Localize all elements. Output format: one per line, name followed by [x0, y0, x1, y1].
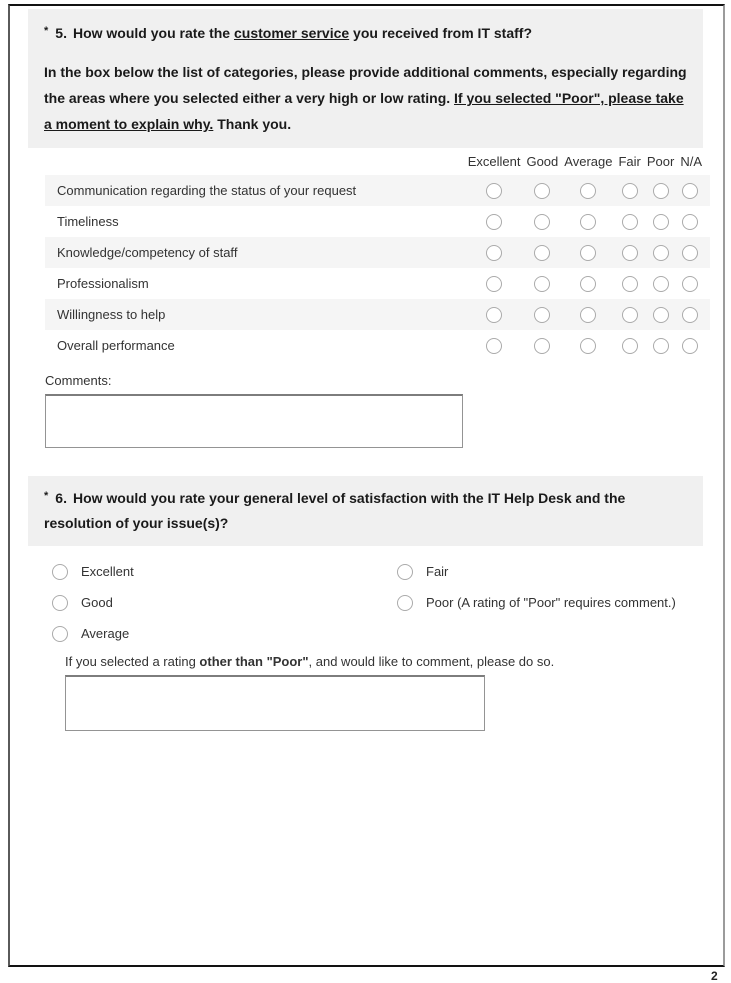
question6-number: 6. [55, 490, 67, 506]
radio-timeliness-fair[interactable] [622, 214, 638, 230]
row-label: Willingness to help [57, 307, 166, 322]
radio-professionalism-good[interactable] [534, 276, 550, 292]
question5-note-underlined: If you selected "Poor", please take a moment to explain why. [44, 90, 684, 132]
radio-timeliness-poor[interactable] [653, 214, 669, 230]
radio-communication-regarding-the-status-of-your-request-poor[interactable] [653, 183, 669, 199]
radio-timeliness-good[interactable] [534, 214, 550, 230]
column-header-fair: Fair [618, 154, 641, 169]
option-label: Excellent [81, 564, 134, 579]
q6-prompt-part1: If you selected a rating [65, 654, 200, 669]
radio-timeliness-excellent[interactable] [486, 214, 502, 230]
radio-willingness-to-help-excellent[interactable] [486, 307, 502, 323]
question5-title-underlined: customer service [233, 25, 350, 41]
radio-cell [561, 299, 615, 330]
option-label: Fair [426, 564, 449, 579]
radio-cell [523, 299, 561, 330]
radio-willingness-to-help-average[interactable] [580, 307, 596, 323]
radio-cell [523, 330, 561, 361]
question5-note-part2: Thank you. [213, 116, 292, 132]
radio-knowledge-competency-of-staff-excellent[interactable] [486, 245, 502, 261]
matrix-row-professionalism [45, 268, 710, 299]
radio-willingness-to-help-fair[interactable] [622, 307, 638, 323]
radio-overall-performance-excellent[interactable] [486, 338, 502, 354]
question5-title-prefix: How would you rate the [72, 25, 234, 41]
q6-options-right [397, 556, 723, 649]
radio-knowledge-competency-of-staff-average[interactable] [580, 245, 596, 261]
matrix-row-communication-regarding-the-status-of-your-request [45, 175, 710, 206]
option-good[interactable] [52, 587, 397, 618]
radio-cell [644, 175, 677, 206]
question5-header [28, 9, 703, 148]
row-label: Knowledge/competency of staff [57, 245, 238, 260]
radio-willingness-to-help-good[interactable] [534, 307, 550, 323]
matrix-row-knowledge-competency-of-staff [45, 237, 710, 268]
radio-cell [561, 175, 615, 206]
radio-cell [523, 237, 561, 268]
radio-cell [644, 330, 677, 361]
column-header-good: Good [526, 154, 559, 169]
matrix-header-spacer [45, 152, 465, 175]
q6-options [52, 556, 723, 649]
column-header-poor: Poor [646, 154, 675, 169]
radio-cell [561, 268, 615, 299]
radio-cell [465, 268, 524, 299]
matrix-row-willingness-to-help [45, 299, 710, 330]
radio-communication-regarding-the-status-of-your-request-good[interactable] [534, 183, 550, 199]
radio-cell [615, 175, 643, 206]
required-asterisk-icon: * [44, 490, 49, 502]
radio-cell [677, 175, 710, 206]
radio-cell [615, 237, 643, 268]
question6-title: How would you rate your general level of satisfaction with the IT Help Desk and the resolution of your issue(s)? [44, 490, 626, 531]
radio-communication-regarding-the-status-of-your-request-average[interactable] [580, 183, 596, 199]
radio-knowledge-competency-of-staff-n-a[interactable] [682, 245, 698, 261]
row-label: Overall performance [57, 338, 175, 353]
q6-comment-prompt [65, 654, 723, 669]
matrix-row-overall-performance [45, 330, 710, 361]
required-asterisk-icon: * [44, 25, 49, 37]
radio-willingness-to-help-n-a[interactable] [682, 307, 698, 323]
radio-communication-regarding-the-status-of-your-request-fair[interactable] [622, 183, 638, 199]
survey-page [8, 4, 725, 967]
radio-cell [465, 206, 524, 237]
column-header-average: Average [564, 154, 613, 169]
radio-communication-regarding-the-status-of-your-request-n-a[interactable] [682, 183, 698, 199]
radio-icon[interactable] [52, 595, 68, 611]
radio-professionalism-fair[interactable] [622, 276, 638, 292]
q6-prompt-bold: other than "Poor" [199, 654, 309, 669]
radio-cell [615, 268, 643, 299]
radio-cell [523, 268, 561, 299]
radio-cell [677, 299, 710, 330]
option-label: Poor (A rating of "Poor" requires comment.) [426, 595, 676, 610]
radio-willingness-to-help-poor[interactable] [653, 307, 669, 323]
row-label: Professionalism [57, 276, 149, 291]
question5-title [44, 18, 687, 46]
matrix-body [45, 175, 710, 361]
radio-timeliness-average[interactable] [580, 214, 596, 230]
radio-cell [561, 237, 615, 268]
row-label: Communication regarding the status of your request [57, 183, 357, 198]
option-poor-a[interactable] [397, 587, 723, 618]
option-average[interactable] [52, 618, 397, 649]
radio-cell [644, 299, 677, 330]
radio-cell [677, 206, 710, 237]
q6-options-left [52, 556, 397, 649]
radio-timeliness-n-a[interactable] [682, 214, 698, 230]
radio-professionalism-excellent[interactable] [486, 276, 502, 292]
q5-rating-matrix [45, 152, 710, 361]
radio-overall-performance-poor[interactable] [653, 338, 669, 354]
question5-note [44, 59, 687, 137]
radio-knowledge-competency-of-staff-poor[interactable] [653, 245, 669, 261]
column-header-excellent: Excellent [467, 154, 521, 169]
radio-professionalism-n-a[interactable] [682, 276, 698, 292]
radio-knowledge-competency-of-staff-good[interactable] [534, 245, 550, 261]
q6-prompt-part2: , and would like to comment, please do so. [308, 654, 555, 669]
question6-header [28, 476, 703, 546]
radio-overall-performance-good[interactable] [534, 338, 550, 354]
radio-overall-performance-n-a[interactable] [682, 338, 698, 354]
radio-icon[interactable] [52, 564, 68, 580]
matrix-header-row [45, 152, 710, 175]
radio-cell [644, 237, 677, 268]
option-label: Average [81, 626, 130, 641]
radio-cell [561, 206, 615, 237]
radio-cell [465, 237, 524, 268]
radio-knowledge-competency-of-staff-fair[interactable] [622, 245, 638, 261]
radio-communication-regarding-the-status-of-your-request-excellent[interactable] [486, 183, 502, 199]
column-header-n-a: N/A [680, 154, 702, 169]
option-fair[interactable] [397, 556, 723, 587]
radio-cell [644, 268, 677, 299]
q5-comments-textarea[interactable] [45, 394, 463, 448]
radio-cell [615, 299, 643, 330]
radio-cell [465, 330, 524, 361]
radio-overall-performance-average[interactable] [580, 338, 596, 354]
radio-cell [465, 299, 524, 330]
radio-cell [677, 268, 710, 299]
matrix-row-timeliness [45, 206, 710, 237]
row-label: Timeliness [57, 214, 119, 229]
option-label: Good [81, 595, 113, 610]
radio-cell [677, 330, 710, 361]
radio-icon[interactable] [397, 564, 413, 580]
radio-cell [523, 206, 561, 237]
q6-comment-textarea[interactable] [65, 675, 485, 731]
radio-professionalism-poor[interactable] [653, 276, 669, 292]
radio-professionalism-average[interactable] [580, 276, 596, 292]
radio-icon[interactable] [52, 626, 68, 642]
option-excellent[interactable] [52, 556, 397, 587]
radio-cell [523, 175, 561, 206]
page-number: 2 [711, 969, 718, 983]
radio-cell [615, 330, 643, 361]
radio-cell [615, 206, 643, 237]
radio-overall-performance-fair[interactable] [622, 338, 638, 354]
radio-cell [644, 206, 677, 237]
radio-cell [465, 175, 524, 206]
comments-label: Comments: [45, 373, 112, 388]
radio-icon[interactable] [397, 595, 413, 611]
question5-title-suffix: you received from IT staff? [349, 25, 532, 41]
question5-number: 5. [55, 25, 67, 41]
radio-cell [561, 330, 615, 361]
question5-note-part1: In the box below the list of categories, please provide additional comments, especially regarding the areas where you selected either a very high or low rating. [44, 64, 687, 106]
radio-cell [677, 237, 710, 268]
